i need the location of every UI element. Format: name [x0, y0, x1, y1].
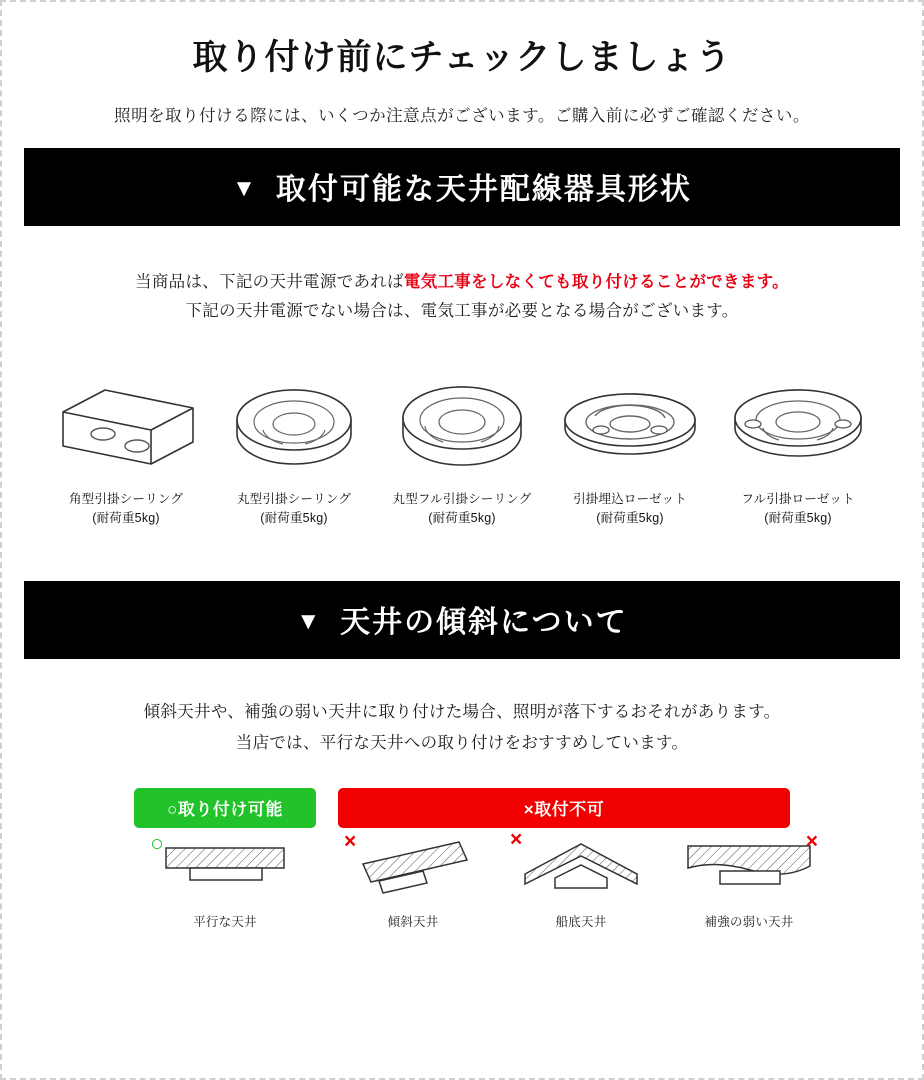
- section-1-line1-part-b: をしなくても取り付けることができます。: [471, 273, 789, 291]
- fitting-name: 丸型フル引掛シーリング: [392, 491, 532, 506]
- ok-mark: ○: [150, 830, 164, 857]
- ceiling-item: [674, 830, 824, 930]
- ng-badge: ×取付不可: [338, 788, 790, 828]
- fitting-name: 引掛埋込ローゼット: [573, 491, 687, 506]
- weak-reinforcement-ceiling-icon: [674, 830, 824, 908]
- section-1-band: [24, 148, 900, 226]
- ceiling-examples: [24, 828, 900, 930]
- fitting-caption: [378, 490, 546, 528]
- ok-badge: ○取り付け可能: [134, 788, 316, 828]
- flat-ceiling-icon: [134, 830, 316, 908]
- section-1-line2: 下記の天井電源でない場合は、電気工事が必要となる場合がございます。: [185, 301, 739, 320]
- section-1-title: 取付可能な天井配線器具形状: [275, 173, 692, 206]
- section-2-description: [24, 697, 900, 758]
- boat-bottom-ceiling-icon: [506, 828, 656, 908]
- section-1-line1-part-a: 当商品は、下記の天井電源であれば: [135, 273, 404, 291]
- fitting-caption: [546, 490, 714, 528]
- fitting-item: [210, 364, 378, 528]
- sloped-ceiling-icon: [338, 830, 488, 908]
- ng-ceiling-group: [338, 828, 824, 930]
- fitting-load: (耐荷重5kg): [596, 510, 664, 525]
- fitting-name: フル引掛ローゼット: [741, 491, 855, 506]
- ok-ceiling-group: [134, 830, 316, 930]
- fitting-item: [378, 364, 546, 528]
- ng-mark: ×: [510, 828, 523, 852]
- ceiling-name: 補強の弱い天井: [704, 915, 794, 930]
- embedded-rosette-icon: [546, 364, 714, 482]
- section-1-highlight: 電気工事: [403, 273, 472, 291]
- fitting-name: 丸型引掛シーリング: [236, 491, 352, 506]
- section-2-line2: 当店では、平行な天井への取り付けをおすすめしています。: [235, 733, 689, 752]
- ceiling-item: [338, 830, 488, 930]
- ng-mark: ×: [805, 830, 818, 854]
- section-2-band: [24, 581, 900, 659]
- ceiling-item: [506, 828, 656, 930]
- ceiling-name: 平行な天井: [193, 915, 257, 930]
- fitting-name: 角型引掛シーリング: [68, 491, 184, 506]
- page-subtitle: 照明を取り付ける際には、いくつか注意点がございます。ご購入前に必ずご確認ください。: [114, 107, 810, 125]
- round-full-ceiling-rosette-icon: [378, 364, 546, 482]
- verdict-row: [24, 788, 900, 828]
- fitting-caption: [42, 490, 210, 528]
- fitting-item: [546, 364, 714, 528]
- ceiling-name: 船底天井: [555, 915, 607, 930]
- full-rosette-icon: [714, 364, 882, 482]
- fitting-load: (耐荷重5kg): [92, 510, 160, 525]
- fitting-list: [24, 364, 900, 528]
- fitting-item: [42, 364, 210, 528]
- ng-mark: ×: [344, 830, 357, 854]
- triangle-down-icon: ▼: [296, 608, 323, 636]
- fitting-load: (耐荷重5kg): [428, 510, 496, 525]
- page-title: 取り付け前にチェックしましょう: [192, 38, 732, 77]
- section-2-title: 天井の傾斜について: [340, 606, 628, 640]
- fitting-load: (耐荷重5kg): [764, 510, 832, 525]
- ceiling-name: 傾斜天井: [387, 915, 439, 930]
- section-2-line1: 傾斜天井や、補強の弱い天井に取り付けた場合、照明が落下するおそれがあります。: [143, 703, 781, 722]
- fitting-load: (耐荷重5kg): [260, 510, 328, 525]
- ceiling-item: [134, 830, 316, 930]
- fitting-caption: [210, 490, 378, 528]
- fitting-item: [714, 364, 882, 528]
- section-1-description: [24, 268, 900, 326]
- fitting-caption: [714, 490, 882, 528]
- square-ceiling-rosette-icon: [42, 364, 210, 482]
- round-ceiling-rosette-icon: [210, 364, 378, 482]
- triangle-down-icon: ▼: [232, 175, 258, 202]
